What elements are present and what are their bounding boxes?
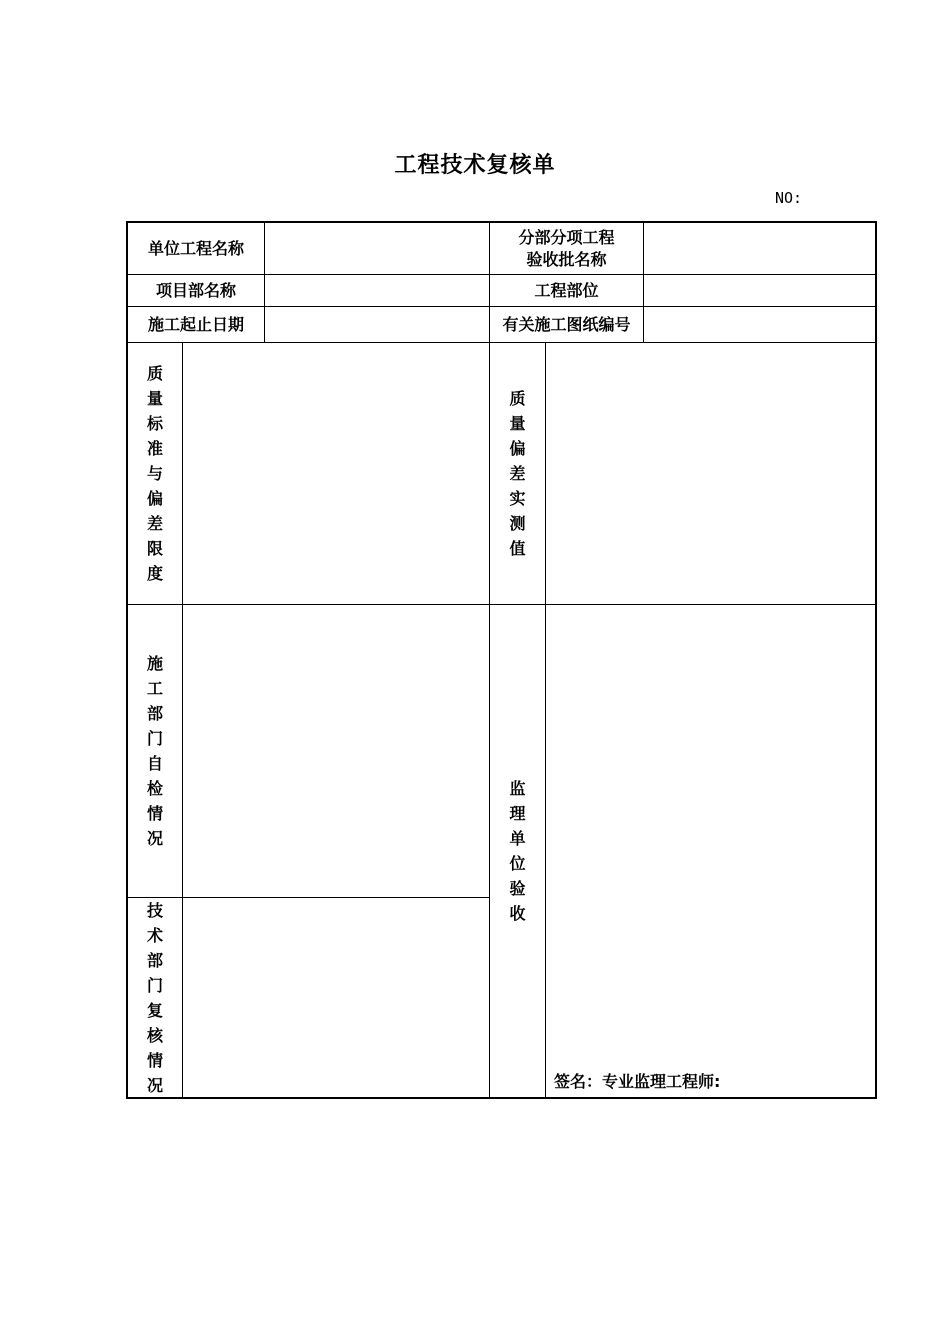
sub-project-label-line1: 分部分项工程 (518, 227, 615, 247)
vertical-label-char: 准 (146, 439, 163, 458)
vertical-label-char: 工 (146, 679, 163, 698)
vertical-label-char: 差 (146, 514, 163, 533)
vertical-label-char: 门 (146, 975, 163, 995)
vertical-label-char: 限 (146, 539, 163, 558)
quality-standard-value[interactable] (183, 343, 489, 604)
review-form-table (126, 221, 877, 1099)
project-dept-name-value[interactable] (265, 275, 489, 306)
vertical-label-char: 监 (509, 779, 526, 798)
quality-measured-value[interactable] (546, 343, 875, 604)
vertical-label-char: 量 (146, 389, 163, 408)
construction-dates-label: 施工起止日期 (147, 314, 244, 334)
vertical-label-char: 验 (509, 879, 526, 898)
vertical-label-char: 术 (146, 925, 163, 945)
vertical-label-char: 自 (146, 754, 163, 773)
sub-project-label-line2: 验收批名称 (526, 249, 607, 269)
sub-project-label (490, 223, 643, 274)
vertical-label-char: 核 (146, 1025, 163, 1045)
quality-measured-label (490, 343, 545, 604)
construction-selfcheck-value[interactable] (183, 605, 489, 897)
vertical-label-char: 偏 (146, 489, 163, 508)
vertical-label-char: 况 (146, 1075, 163, 1095)
tech-review-label (128, 898, 182, 1097)
vertical-label-char: 实 (509, 489, 526, 508)
vertical-label-char: 差 (509, 464, 526, 483)
quality-standard-label (128, 343, 182, 604)
vertical-label-char: 量 (509, 414, 526, 433)
vertical-label-char: 复 (146, 1000, 163, 1020)
supervisor-signature-label: 签名：专业监理工程师: (554, 1072, 721, 1091)
vertical-label-char: 值 (509, 539, 526, 558)
vertical-label-char: 单 (509, 829, 526, 848)
vertical-label-char: 技 (146, 900, 163, 920)
vertical-label-char: 收 (509, 904, 526, 923)
unit-project-name-label: 单位工程名称 (147, 238, 244, 258)
vertical-label-char: 情 (146, 804, 163, 823)
vertical-label-char: 施 (146, 654, 163, 673)
vertical-label-char: 质 (146, 364, 163, 383)
vertical-label-char: 部 (146, 950, 163, 970)
sub-project-value[interactable] (644, 223, 875, 274)
supervision-acceptance-label (490, 605, 545, 1097)
project-location-value[interactable] (644, 275, 875, 306)
vertical-label-char: 况 (146, 829, 163, 848)
vertical-label-char: 理 (509, 804, 526, 823)
drawing-numbers-value[interactable] (644, 307, 875, 342)
vertical-label-char: 检 (146, 779, 163, 798)
unit-project-name-value[interactable] (265, 223, 489, 274)
project-dept-name-label: 项目部名称 (155, 280, 236, 300)
vertical-label-char: 与 (146, 464, 163, 483)
project-location-label: 工程部位 (534, 280, 599, 300)
vertical-label-char: 标 (146, 414, 163, 433)
drawing-numbers-label: 有关施工图纸编号 (502, 314, 631, 334)
vertical-label-char: 质 (509, 389, 526, 408)
vertical-label-char: 部 (146, 704, 163, 723)
construction-selfcheck-label (128, 605, 182, 897)
vertical-label-char: 偏 (509, 439, 526, 458)
vertical-label-char: 测 (509, 514, 526, 533)
vertical-label-char: 门 (146, 729, 163, 748)
supervision-acceptance-value[interactable] (546, 605, 875, 1097)
document-number-label: NO: (775, 189, 803, 207)
construction-dates-value[interactable] (265, 307, 489, 342)
vertical-label-char: 位 (509, 854, 526, 873)
vertical-label-char: 情 (146, 1050, 163, 1070)
vertical-label-char: 度 (146, 564, 163, 583)
document-title: 工程技术复核单 (394, 152, 556, 178)
tech-review-value[interactable] (183, 898, 489, 1097)
